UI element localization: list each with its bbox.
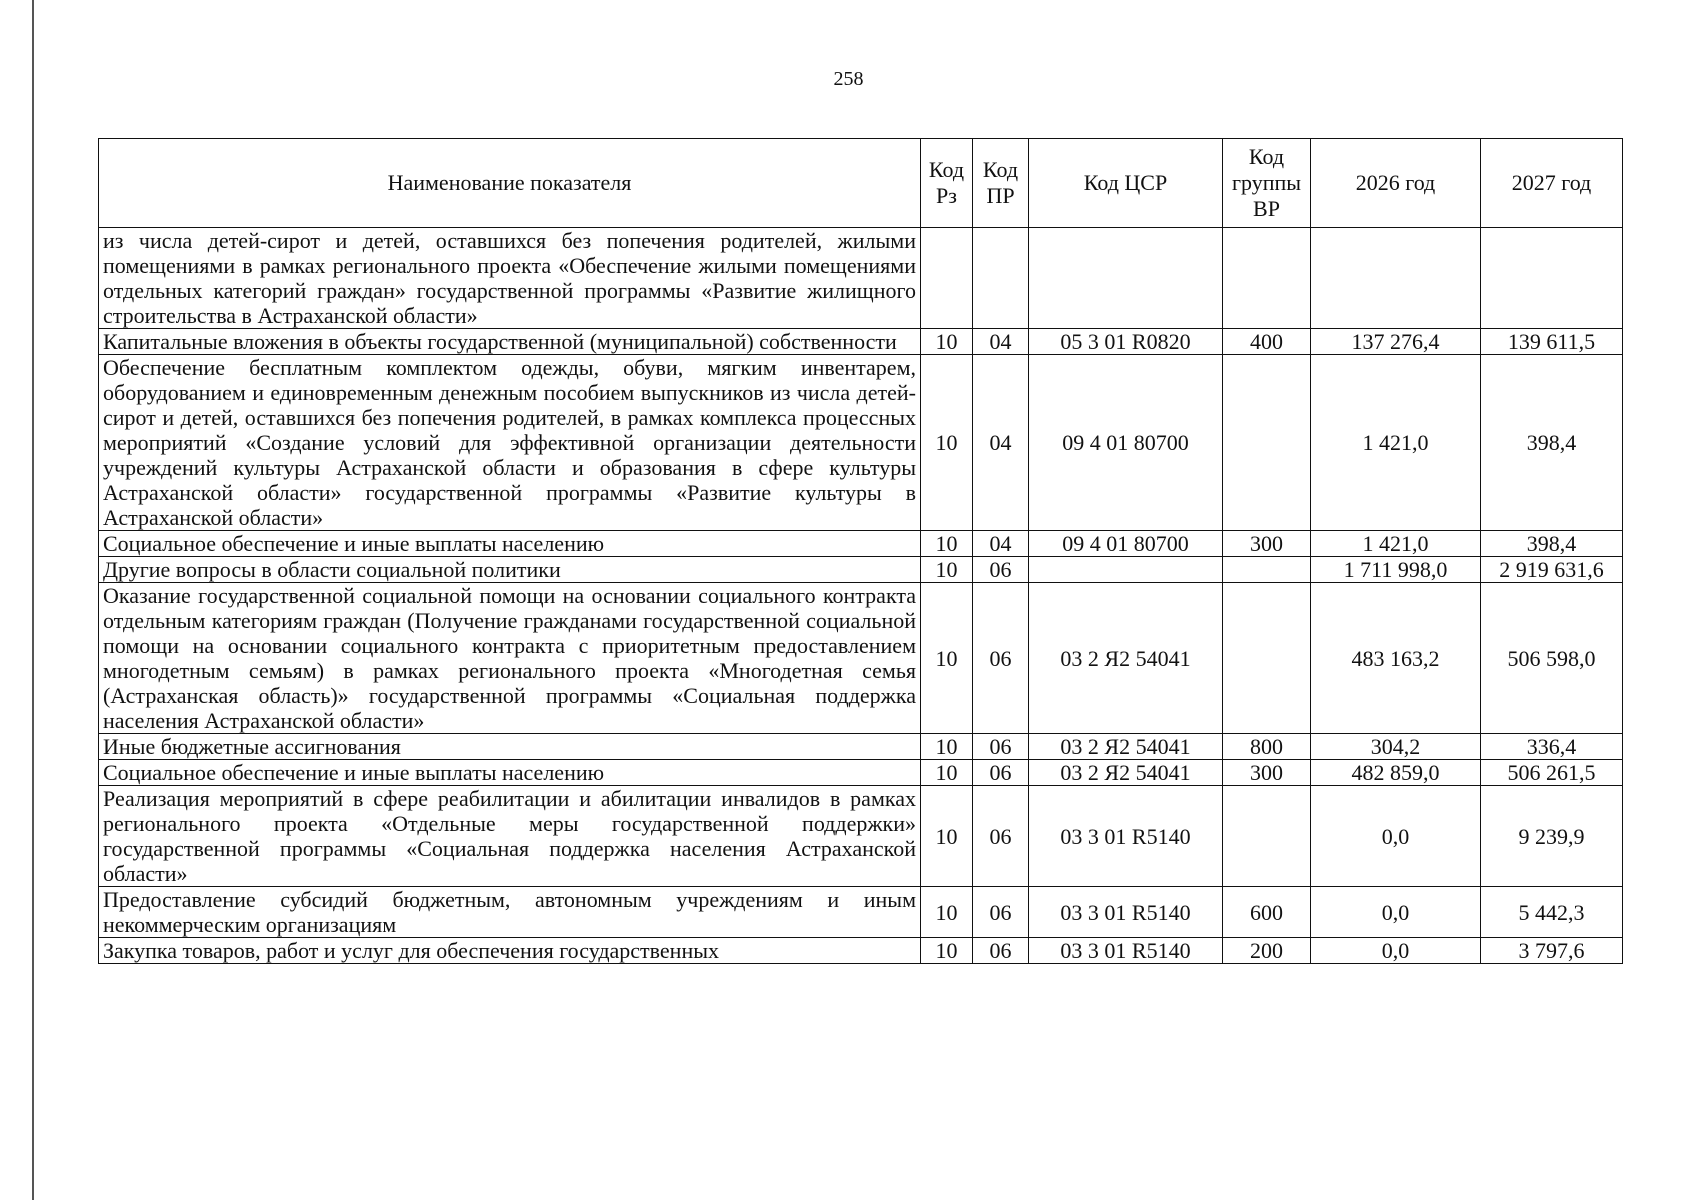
- row-2026: 482 859,0: [1311, 760, 1481, 786]
- row-2027: 336,4: [1481, 734, 1623, 760]
- row-vr: 600: [1223, 887, 1311, 938]
- row-rz: 10: [921, 355, 973, 531]
- row-vr: [1223, 228, 1311, 329]
- row-csr: 03 3 01 R5140: [1029, 786, 1223, 887]
- row-name: из числа детей-сирот и детей, оставшихся без попечения родителей, жилыми помещениями в рамках регионального проекта «Обеспечение жилыми помещениями отдельных категорий граждан» государственной программы «Развитие жилищного строительства в Астраханской области»: [99, 228, 921, 329]
- row-2027: 9 239,9: [1481, 786, 1623, 887]
- row-rz: 10: [921, 329, 973, 355]
- table-row: [99, 583, 1623, 734]
- row-name: Закупка товаров, работ и услуг для обеспечения государственных: [99, 938, 921, 964]
- row-pr: 06: [973, 786, 1029, 887]
- row-2026: 1 421,0: [1311, 355, 1481, 531]
- row-2026: 1 711 998,0: [1311, 557, 1481, 583]
- row-pr: 06: [973, 557, 1029, 583]
- row-vr: [1223, 557, 1311, 583]
- row-2026: [1311, 228, 1481, 329]
- row-vr: 400: [1223, 329, 1311, 355]
- table-row: [99, 557, 1623, 583]
- row-pr: 06: [973, 938, 1029, 964]
- row-rz: 10: [921, 760, 973, 786]
- row-csr: [1029, 557, 1223, 583]
- row-csr: 03 2 Я2 54041: [1029, 583, 1223, 734]
- row-vr: 800: [1223, 734, 1311, 760]
- row-csr: 03 2 Я2 54041: [1029, 760, 1223, 786]
- row-2026: 0,0: [1311, 938, 1481, 964]
- header-rz: Код Рз: [921, 139, 973, 228]
- row-name: Социальное обеспечение и иные выплаты населению: [99, 760, 921, 786]
- row-pr: 04: [973, 531, 1029, 557]
- row-pr: 06: [973, 760, 1029, 786]
- table-row: [99, 355, 1623, 531]
- row-rz: 10: [921, 531, 973, 557]
- table-row: [99, 329, 1623, 355]
- row-name: Капитальные вложения в объекты государственной (муниципальной) собственности: [99, 329, 921, 355]
- row-csr: 05 3 01 R0820: [1029, 329, 1223, 355]
- budget-table: [98, 138, 1623, 964]
- row-2027: 3 797,6: [1481, 938, 1623, 964]
- header-row: [99, 139, 1623, 228]
- row-name: Социальное обеспечение и иные выплаты населению: [99, 531, 921, 557]
- table-row: [99, 734, 1623, 760]
- row-name: Обеспечение бесплатным комплектом одежды, обуви, мягким инвентарем, оборудованием и единовременным денежным пособием выпускников из числа детей-сирот и детей, оставшихся без попечения родителей, в рамках комплекса процессных мероприятий «Создание условий для эффективной организации деятельности учреждений культуры Астраханской области и образования в сфере культуры Астраханской области» государственной программы «Развитие культуры в Астраханской области»: [99, 355, 921, 531]
- table-row: [99, 938, 1623, 964]
- table-body: [99, 228, 1623, 964]
- row-csr: [1029, 228, 1223, 329]
- row-2026: 1 421,0: [1311, 531, 1481, 557]
- row-vr: 200: [1223, 938, 1311, 964]
- row-pr: 04: [973, 355, 1029, 531]
- table-row: [99, 228, 1623, 329]
- row-rz: [921, 228, 973, 329]
- row-2027: 5 442,3: [1481, 887, 1623, 938]
- header-2027: 2027 год: [1481, 139, 1623, 228]
- header-pr: Код ПР: [973, 139, 1029, 228]
- row-csr: 03 2 Я2 54041: [1029, 734, 1223, 760]
- row-2026: 483 163,2: [1311, 583, 1481, 734]
- row-vr: [1223, 583, 1311, 734]
- table-row: [99, 786, 1623, 887]
- row-2027: 139 611,5: [1481, 329, 1623, 355]
- table-header: [99, 139, 1623, 228]
- row-rz: 10: [921, 887, 973, 938]
- row-rz: 10: [921, 786, 973, 887]
- row-2026: 304,2: [1311, 734, 1481, 760]
- row-2026: 0,0: [1311, 786, 1481, 887]
- row-rz: 10: [921, 734, 973, 760]
- row-2027: 506 598,0: [1481, 583, 1623, 734]
- row-pr: 04: [973, 329, 1029, 355]
- header-vr: Код группы ВР: [1223, 139, 1311, 228]
- row-name: Другие вопросы в области социальной политики: [99, 557, 921, 583]
- row-pr: 06: [973, 887, 1029, 938]
- row-pr: [973, 228, 1029, 329]
- header-name: Наименование показателя: [99, 139, 921, 228]
- row-name: Реализация мероприятий в сфере реабилитации и абилитации инвалидов в рамках регионального проекта «Отдельные меры государственной поддержки» государственной программы «Социальная поддержка населения Астраханской области»: [99, 786, 921, 887]
- row-vr: [1223, 786, 1311, 887]
- row-csr: 09 4 01 80700: [1029, 531, 1223, 557]
- row-2027: [1481, 228, 1623, 329]
- row-vr: 300: [1223, 760, 1311, 786]
- row-csr: 09 4 01 80700: [1029, 355, 1223, 531]
- row-2026: 0,0: [1311, 887, 1481, 938]
- row-name: Предоставление субсидий бюджетным, автономным учреждениям и иным некоммерческим организациям: [99, 887, 921, 938]
- row-pr: 06: [973, 734, 1029, 760]
- page-number: 258: [833, 68, 864, 90]
- table-row: [99, 887, 1623, 938]
- row-rz: 10: [921, 938, 973, 964]
- row-rz: 10: [921, 583, 973, 734]
- header-csr: Код ЦСР: [1029, 139, 1223, 228]
- row-vr: 300: [1223, 531, 1311, 557]
- row-name: Оказание государственной социальной помощи на основании социального контракта отдельным категориям граждан (Получение гражданами государственной социальной помощи на основании социального контракта с приоритетным предоставлением многодетным семьям) в рамках регионального проекта «Многодетная семья (Астраханская область)» государственной программы «Социальная поддержка населения Астраханской области»: [99, 583, 921, 734]
- row-2027: 506 261,5: [1481, 760, 1623, 786]
- row-rz: 10: [921, 557, 973, 583]
- row-2027: 398,4: [1481, 531, 1623, 557]
- row-csr: 03 3 01 R5140: [1029, 938, 1223, 964]
- binding-margin-line: [32, 0, 34, 1200]
- table-row: [99, 760, 1623, 786]
- row-2027: 2 919 631,6: [1481, 557, 1623, 583]
- row-vr: [1223, 355, 1311, 531]
- header-2026: 2026 год: [1311, 139, 1481, 228]
- row-2027: 398,4: [1481, 355, 1623, 531]
- row-pr: 06: [973, 583, 1029, 734]
- row-2026: 137 276,4: [1311, 329, 1481, 355]
- row-csr: 03 3 01 R5140: [1029, 887, 1223, 938]
- table-row: [99, 531, 1623, 557]
- row-name: Иные бюджетные ассигнования: [99, 734, 921, 760]
